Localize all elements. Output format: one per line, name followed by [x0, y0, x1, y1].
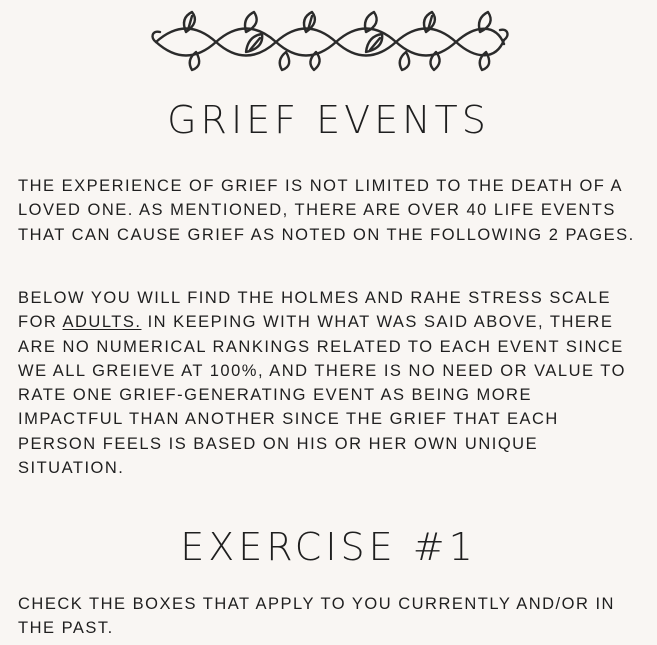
paragraph-text-start: BELOW YOU WILL FIND THE HOLMES AND RAHE STRESS SCALE FOR — [18, 289, 611, 332]
page-title: GRIEF EVENTS — [167, 98, 490, 142]
exercise-instruction: CHECK THE BOXES THAT APPLY TO YOU CURRENTLY AND/OR IN THE PAST. — [18, 595, 615, 638]
holmes-rahe-paragraph — [18, 286, 643, 480]
laurel-vine-icon — [150, 10, 510, 72]
adults-underlined-text: ADULTS. — [62, 313, 142, 332]
paragraph-text-end: IN KEEPING WITH WHAT WAS SAID ABOVE, THERE ARE NO NUMERICAL RANKINGS RELATED TO EACH EVENT SINCE WE ALL GREIEVE AT 100%, AND THERE IS NO NEED OR VALUE TO RATE ONE GRIEF-GENERATING EVENT AS BEING MORE IMPACTFUL THAN ANOTHER SINCE THE GRIEF THAT EACH PERSON FEELS IS BASED ON HIS OR HER OWN UNIQUE SITUATION. — [18, 313, 626, 478]
exercise-heading: EXERCISE #1 — [180, 525, 477, 569]
intro-paragraph: THE EXPERIENCE OF GRIEF IS NOT LIMITED TO THE DEATH OF A LOVED ONE. AS MENTIONED, THERE ARE OVER 40 LIFE EVENTS THAT CAN CAUSE GRIEF AS NOTED ON THE FOLLOWING 2 PAGES. — [18, 177, 635, 244]
